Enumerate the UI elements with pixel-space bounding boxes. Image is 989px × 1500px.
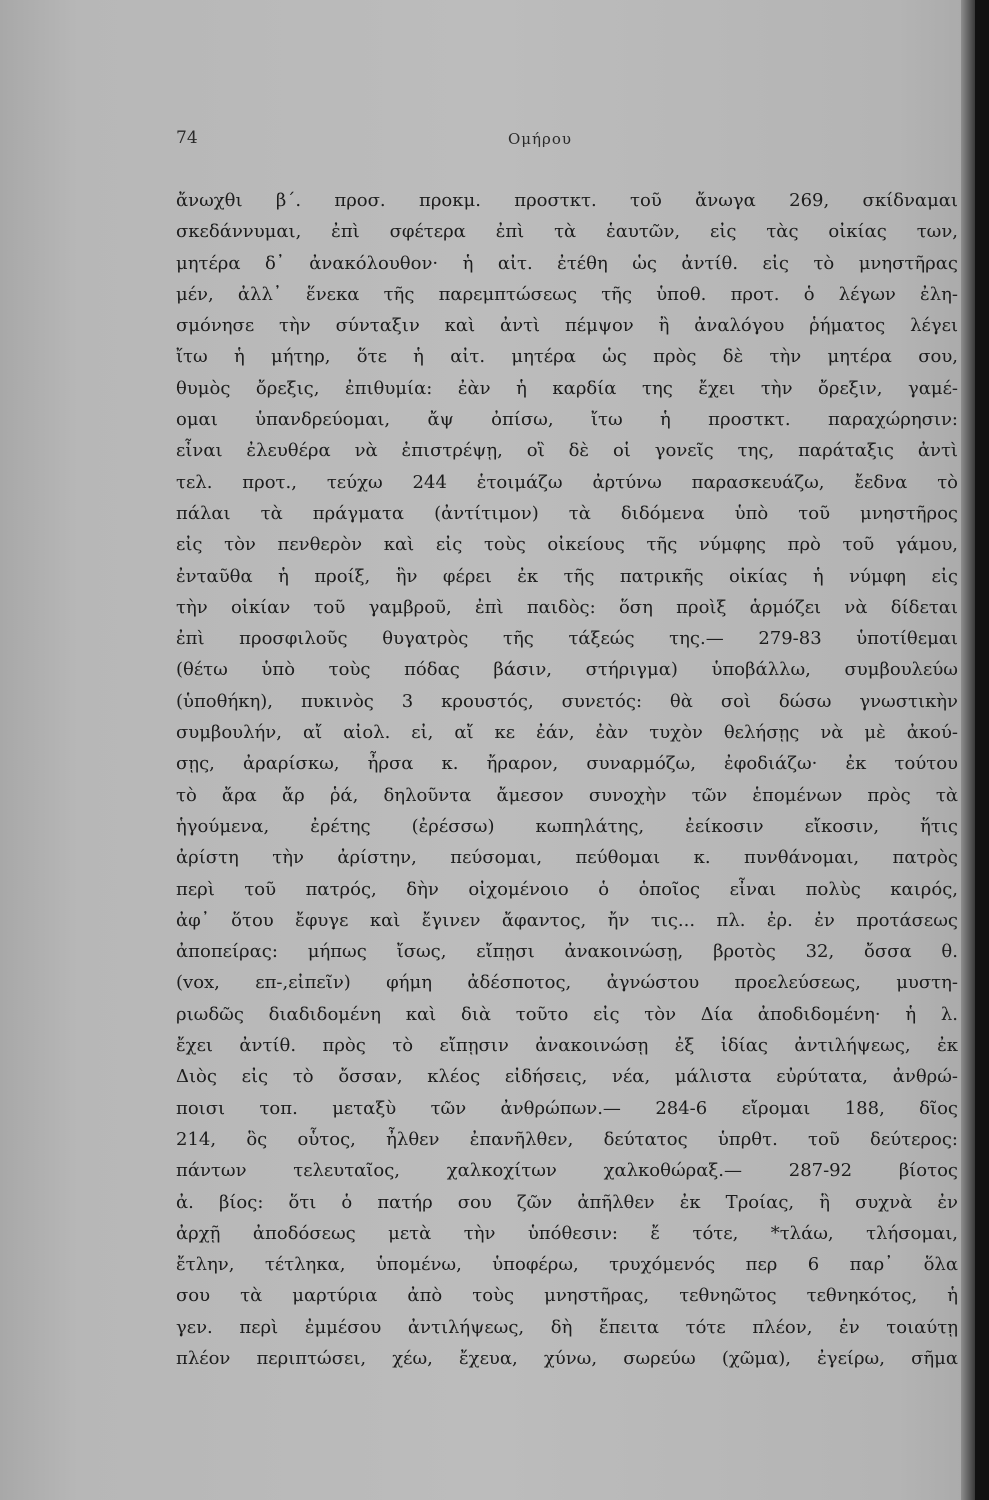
text-line: ομαι ὑπανδρεύομαι, ἄψ ὀπίσω, ἴτω ἡ προστκτ. παραχώρησιν:	[176, 409, 958, 431]
commentary-text	[176, 185, 958, 1374]
text-line: θυμὸς ὄρεξις, ἐπιθυμία: ἐὰν ἡ καρδία της ἔχει τὴν ὄρεξιν, γαμέ-	[176, 377, 958, 399]
text-line: Διὸς εἰς τὸ ὄσσαν, κλέος εἰδήσεις, νέα, μάλιστα εὐρύτατα, ἀνθρώ-	[176, 1066, 958, 1088]
text-line: ἀφ᾽ ὅτου ἔφυγε καὶ ἔγινεν ἄφαντος, ἤν τις... πλ. ἐρ. ἐν προτάσεως	[176, 909, 958, 931]
text-line: 214, ὃς οὗτος, ἦλθεν ἐπανῆλθεν, δεύτατος ὑπρθτ. τοῦ δεύτερος:	[176, 1128, 958, 1150]
text-line: ἀποπείρας: μήπως ἴσως, εἴπῃσι ἀνακοινώσῃ, βροτὸς 32, ὄσσα θ.	[176, 941, 958, 963]
text-line: ἡγούμενα, ἐρέτης (ἐρέσσω) κωπηλάτης, ἐείκοσιν εἴκοσιν, ἥτις	[176, 815, 958, 837]
text-line: ποισι τοπ. μεταξὺ τῶν ἀνθρώπων.— 284-6 εἴρομαι 188, δῖος	[176, 1097, 958, 1119]
text-line: περὶ τοῦ πατρός, δὴν οἰχομένοιο ὁ ὁποῖος εἶναι πολὺς καιρός,	[176, 878, 958, 900]
text-line: σῃς, ἀραρίσκω, ἦρσα κ. ἤραρον, συναρμόζω, ἐφοδιάζω· ἐκ τούτου	[176, 753, 958, 775]
text-line: ἴτω ἡ μήτηρ, ὅτε ἡ αἰτ. μητέρα ὡς πρὸς δὲ τὴν μητέρα σου,	[176, 346, 958, 368]
text-line: σου τὰ μαρτύρια ἀπὸ τοὺς μνηστῆρας, τεθνηῶτος τεθνηκότος, ἡ	[176, 1285, 958, 1307]
text-line: πάλαι τὰ πράγματα (ἀντίτιμον) τὰ διδόμενα ὑπὸ τοῦ μνηστῆρος	[176, 502, 958, 524]
text-line: ριωδῶς διαδιδομένη καὶ διὰ τοῦτο εἰς τὸν Δία ἀποδιδομένη· ἡ λ.	[176, 1003, 958, 1025]
text-line: πάντων τελευταῖος, χαλκοχίτων χαλκοθώραξ.— 287-92 βίοτος	[176, 1160, 958, 1182]
text-line: συμβουλήν, αἴ αἰολ. εἰ, αἴ κε ἐάν, ἐὰν τυχὸν θελήσῃς νὰ μὲ ἀκού-	[176, 722, 958, 744]
text-line: μέν, ἀλλ᾽ ἕνεκα τῆς παρεμπτώσεως τῆς ὑποθ. προτ. ὁ λέγων ἐλη-	[176, 283, 958, 305]
running-head-title: Ομήρου	[508, 130, 573, 148]
text-line: (vox, επ-,εἰπεῖν) φήμη ἀδέσποτος, ἀγνώστου προελεύσεως, μυστη-	[176, 972, 958, 994]
text-line: ἀρχῇ ἀποδόσεως μετὰ τὴν ὑπόθεσιν: ἔ τότε, *τλάω, τλήσομαι,	[176, 1222, 958, 1244]
text-line: μητέρα δ᾽ ἀνακόλουθον· ἡ αἰτ. ἐτέθη ὡς ἀντίθ. εἰς τὸ μνηστῆρας	[176, 252, 958, 274]
text-line: τὸ ἄρα ἄρ ῥά, δηλοῦντα ἄμεσον συνοχὴν τῶν ἑπομένων πρὸς τὰ	[176, 784, 958, 806]
text-line: ἀ. βίος: ὅτι ὁ πατήρ σου ζῶν ἀπῆλθεν ἐκ Τροίας, ἣ συχνὰ ἐν	[176, 1191, 958, 1213]
binding-shadow	[961, 0, 975, 1500]
text-line: πλέον περιπτώσει, χέω, ἔχευα, χύνω, σωρεύω (χῶμα), ἐγείρω, σῆμα	[176, 1347, 958, 1369]
text-line: ἔτλην, τέτληκα, ὑπομένω, ὑποφέρω, τρυχόμενός περ 6 παρ᾽ ὅλα	[176, 1254, 958, 1276]
text-line: ἀρίστη τὴν ἀρίστην, πεύσομαι, πεύθομαι κ. πυνθάνομαι, πατρὸς	[176, 847, 958, 869]
text-line: ἔχει ἀντίθ. πρὸς τὸ εἴπῃσιν ἀνακοινώσῃ ἐξ ἰδίας ἀντιλήψεως, ἐκ	[176, 1035, 958, 1057]
text-line: ἐνταῦθα ἡ προίξ, ἣν φέρει ἐκ τῆς πατρικῆς οἰκίας ἡ νύμφη εἰς	[176, 565, 958, 587]
text-line: (ὑποθήκη), πυκινὸς 3 κρουστός, συνετός: θὰ σοὶ δώσω γνωστικὴν	[176, 690, 958, 712]
page-number: 74	[176, 128, 198, 148]
text-line: ἄνωχθι β΄. προσ. προκμ. προστκτ. τοῦ ἄνωγα 269, σκίδναμαι	[176, 190, 958, 211]
text-line: τελ. προτ., τεύχω 244 ἑτοιμάζω ἀρτύνω παρασκευάζω, ἔεδνα τὸ	[176, 471, 958, 493]
text-line: σμόνησε τὴν σύνταξιν καὶ ἀντὶ πέμψον ἢ ἀναλόγου ῥήματος λέγει	[176, 315, 958, 337]
text-line: (θέτω ὑπὸ τοὺς πόδας βάσιν, στήριγμα) ὑποβάλλω, συμβουλεύω	[176, 659, 958, 681]
text-line: εἶναι ἐλευθέρα νὰ ἐπιστρέψῃ, οἳ δὲ οἱ γονεῖς της, παράταξις ἀντὶ	[176, 440, 958, 462]
running-head	[176, 128, 935, 158]
text-line: σκεδάννυμαι, ἐπὶ σφέτερα ἐπὶ τὰ ἑαυτῶν, εἰς τὰς οἰκίας των,	[176, 221, 958, 243]
text-line: τὴν οἰκίαν τοῦ γαμβροῦ, ἐπὶ παιδὸς: ὅση προὶξ ἁρμόζει νὰ δίδεται	[176, 596, 958, 618]
text-line: γεν. περὶ ἐμμέσου ἀντιλήψεως, δὴ ἔπειτα τότε πλέον, ἐν τοιαύτῃ	[176, 1316, 958, 1338]
text-line: ἐπὶ προσφιλοῦς θυγατρὸς τῆς τάξεώς της.— 279-83 ὑποτίθεμαι	[176, 628, 958, 650]
text-line: εἰς τὸν πενθερὸν καὶ εἰς τοὺς οἰκείους τῆς νύμφης πρὸ τοῦ γάμου,	[176, 534, 958, 556]
